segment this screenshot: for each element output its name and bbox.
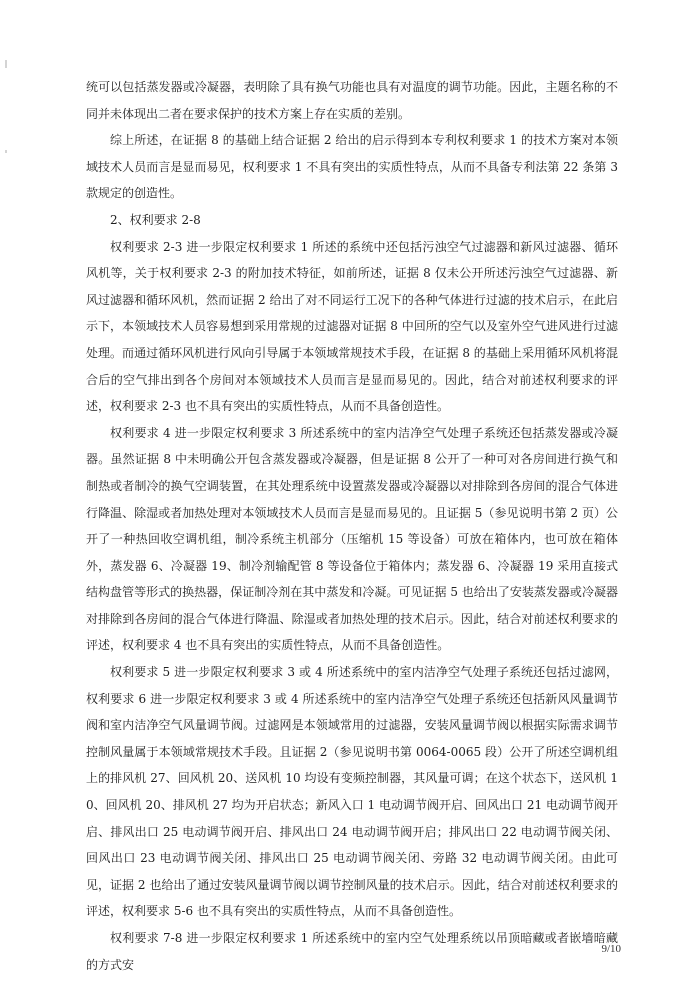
scan-edge-mark [5, 60, 7, 68]
paragraph-claims-7-8: 权利要求 7-8 进一步限定权利要求 1 所述系统中的室内空气处理系统以吊顶暗藏或者嵌墙暗藏的方式安 [86, 931, 618, 972]
paragraph-continued: 统可以包括蒸发器或冷凝器，表明除了具有换气功能也具有对温度的调节功能。因此，主题名称的不同并未体现出二者在要求保护的技术方案上存在实质的差别。 [86, 80, 618, 121]
document-body [86, 74, 618, 978]
page-number: 9/10 [601, 943, 621, 955]
section-heading: 2、权利要求 2-8 [110, 212, 201, 227]
scan-edge-mark [5, 150, 7, 153]
paragraph-claims-5-6: 权利要求 5 进一步限定权利要求 3 或 4 所述系统中的室内洁净空气处理子系统还包括过滤网，权利要求 6 进一步限定权利要求 3 或 4 所述系统中的室内洁净空气处理子系统还包括新风风量调节阀和室内洁净空气风量调节阀。过滤网是本领域常用的过滤器，安装风量调节阀以根据实际需求调节控制风量属于本领域常规技术手段。且证据 2（参见说明书第 0064-0065 段）公开了所述空调机组上的排风机 27、回风机 20、送风机 10 均设有变频控制器，其风量可调；在这个状态下，送风机 10、回风机 20、排风机 27 均为开启状态；新风入口 1 电动调节阀开启、回风出口 21 电动调节阀开启、排风出口 25 电动调节阀开启、排风出口 24 电动调节阀开启；排风出口 22 电动调节阀关闭、回风出口 23 电动调节阀关闭、排风出口 25 电动调节阀关闭、旁路 32 电动调节阀关闭。由此可见，证据 2 也给出了通过安装风量调节阀以调节控制风量的技术启示。因此，结合对前述权利要求的评述，权利要求 5-6 也不具有突出的实质性特点，从而不具备创造性。 [86, 665, 618, 919]
paragraph-conclusion: 综上所述，在证据 8 的基础上结合证据 2 给出的启示得到本专利权利要求 1 的技术方案对本领域技术人员而言是显而易见，权利要求 1 不具有突出的实质性特点，从而不具备专利法第 22 条第 3 款规定的创造性。 [86, 133, 618, 201]
paragraph-claims-2-3: 权利要求 2-3 进一步限定权利要求 1 所述的系统中还包括污浊空气过滤器和新风过滤器、循环风机等，关于权利要求 2-3 的附加技术特征，如前所述，证据 8 仅未公开所述污浊空气过滤器、新风过滤器和循环风机，然而证据 2 给出了对不同运行工况下的各种气体进行过滤的技术启示，在此启示下，本领域技术人员容易想到采用常规的过滤器对证据 8 中回所的空气以及室外空气进风进行过滤处理。而通过循环风机进行风向引导属于本领域常规技术手段，在证据 8 的基础上采用循环风机将混合后的空气排出到各个房间对本领域技术人员而言是显而易见的。因此，结合对前述权利要求的评述，权利要求 2-3 也不具有突出的实质性特点，从而不具备创造性。 [86, 239, 618, 414]
paragraph-claim-4: 权利要求 4 进一步限定权利要求 3 所述系统中的室内洁净空气处理子系统还包括蒸发器或冷凝器。虽然证据 8 中未明确公开包含蒸发器或冷凝器，但是证据 8 公开了一种可对各房间进行换气和制热或者制冷的换气空调装置，在其处理系统中设置蒸发器或冷凝器以对排除到各房间的混合气体进行降温、除湿或者加热处理对本领域技术人员而言是显而易见的。且证据 5（参见说明书第 2 页）公开了一种热回收空调机组，制冷系统主机部分（压缩机 15 等设备）可放在箱体内，也可放在箱体外，蒸发器 6、冷凝器 19、制冷剂输配管 8 等设备位于箱体内；蒸发器 6、冷凝器 19 采用直接式结构盘管等形式的换热器，保证制冷剂在其中蒸发和冷凝。可见证据 5 也给出了安装蒸发器或冷凝器对排除到各房间的混合气体进行降温、除湿或者加热处理的技术启示。因此，结合对前述权利要求的评述，权利要求 4 也不具有突出的实质性特点，从而不具备创造性。 [86, 425, 618, 653]
